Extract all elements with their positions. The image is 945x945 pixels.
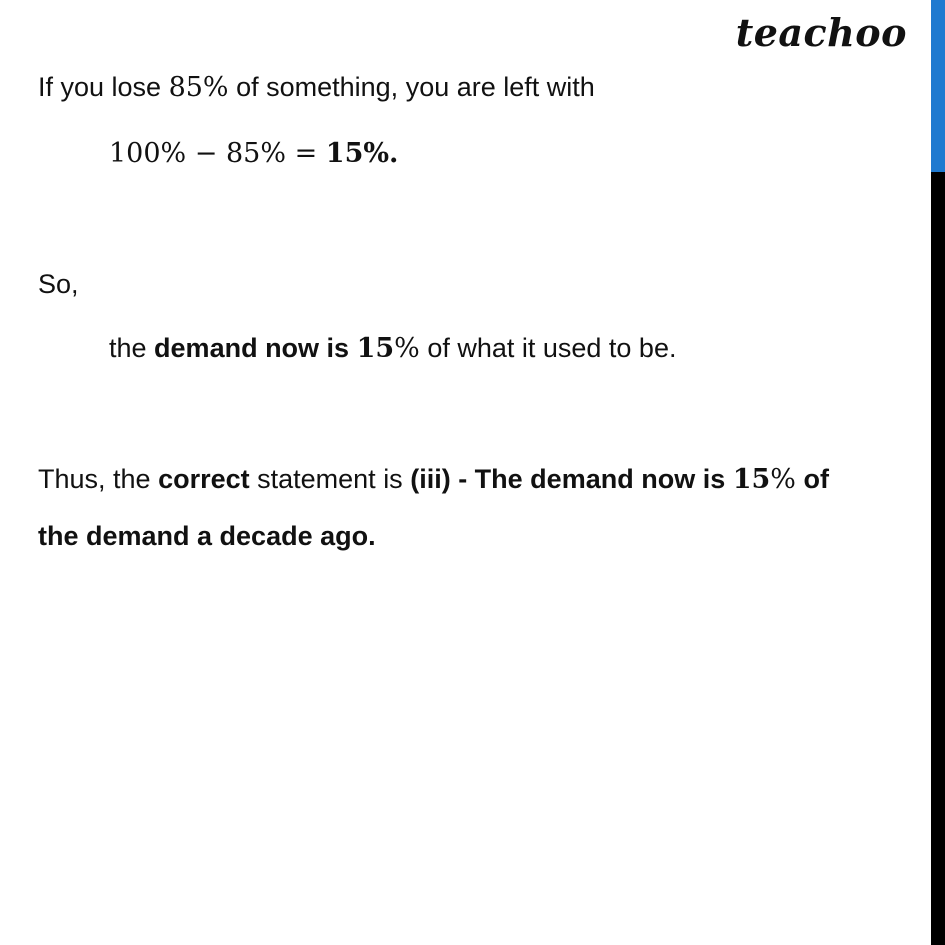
conclusion-correct: correct xyxy=(158,464,250,494)
teachoo-logo: teachoo xyxy=(735,10,907,55)
demand-text-2: of what it used to be. xyxy=(419,333,677,363)
conclusion-percent: % xyxy=(770,464,796,495)
side-bar-accent xyxy=(931,0,945,172)
intro-sentence xyxy=(38,74,595,101)
conclusion-end: the demand a decade ago. xyxy=(38,521,376,551)
equation-result: 15%. xyxy=(325,138,399,169)
conclusion-line-2 xyxy=(38,523,376,550)
intro-percent: 85% xyxy=(168,72,229,103)
conclusion-of: of xyxy=(795,464,829,494)
demand-percent: % xyxy=(394,333,420,364)
conclusion-text-2: statement is xyxy=(249,464,411,494)
demand-text-1: the xyxy=(109,333,155,363)
demand-sentence xyxy=(109,335,676,362)
conclusion-line-1 xyxy=(38,466,829,493)
conclusion-number: 15 xyxy=(732,464,771,495)
equation xyxy=(109,140,398,167)
conclusion-text-1: Thus, the xyxy=(38,464,159,494)
equation-lhs: 100% − 85% = xyxy=(109,138,326,169)
conclusion-answer: (iii) - The demand now is xyxy=(410,464,733,494)
demand-bold: demand now is xyxy=(154,333,357,363)
side-bar xyxy=(931,0,945,945)
demand-number: 15 xyxy=(356,333,395,364)
intro-text-2: of something, you are left with xyxy=(228,72,595,102)
intro-text-1: If you lose xyxy=(38,72,169,102)
so-text: So, xyxy=(38,269,79,299)
